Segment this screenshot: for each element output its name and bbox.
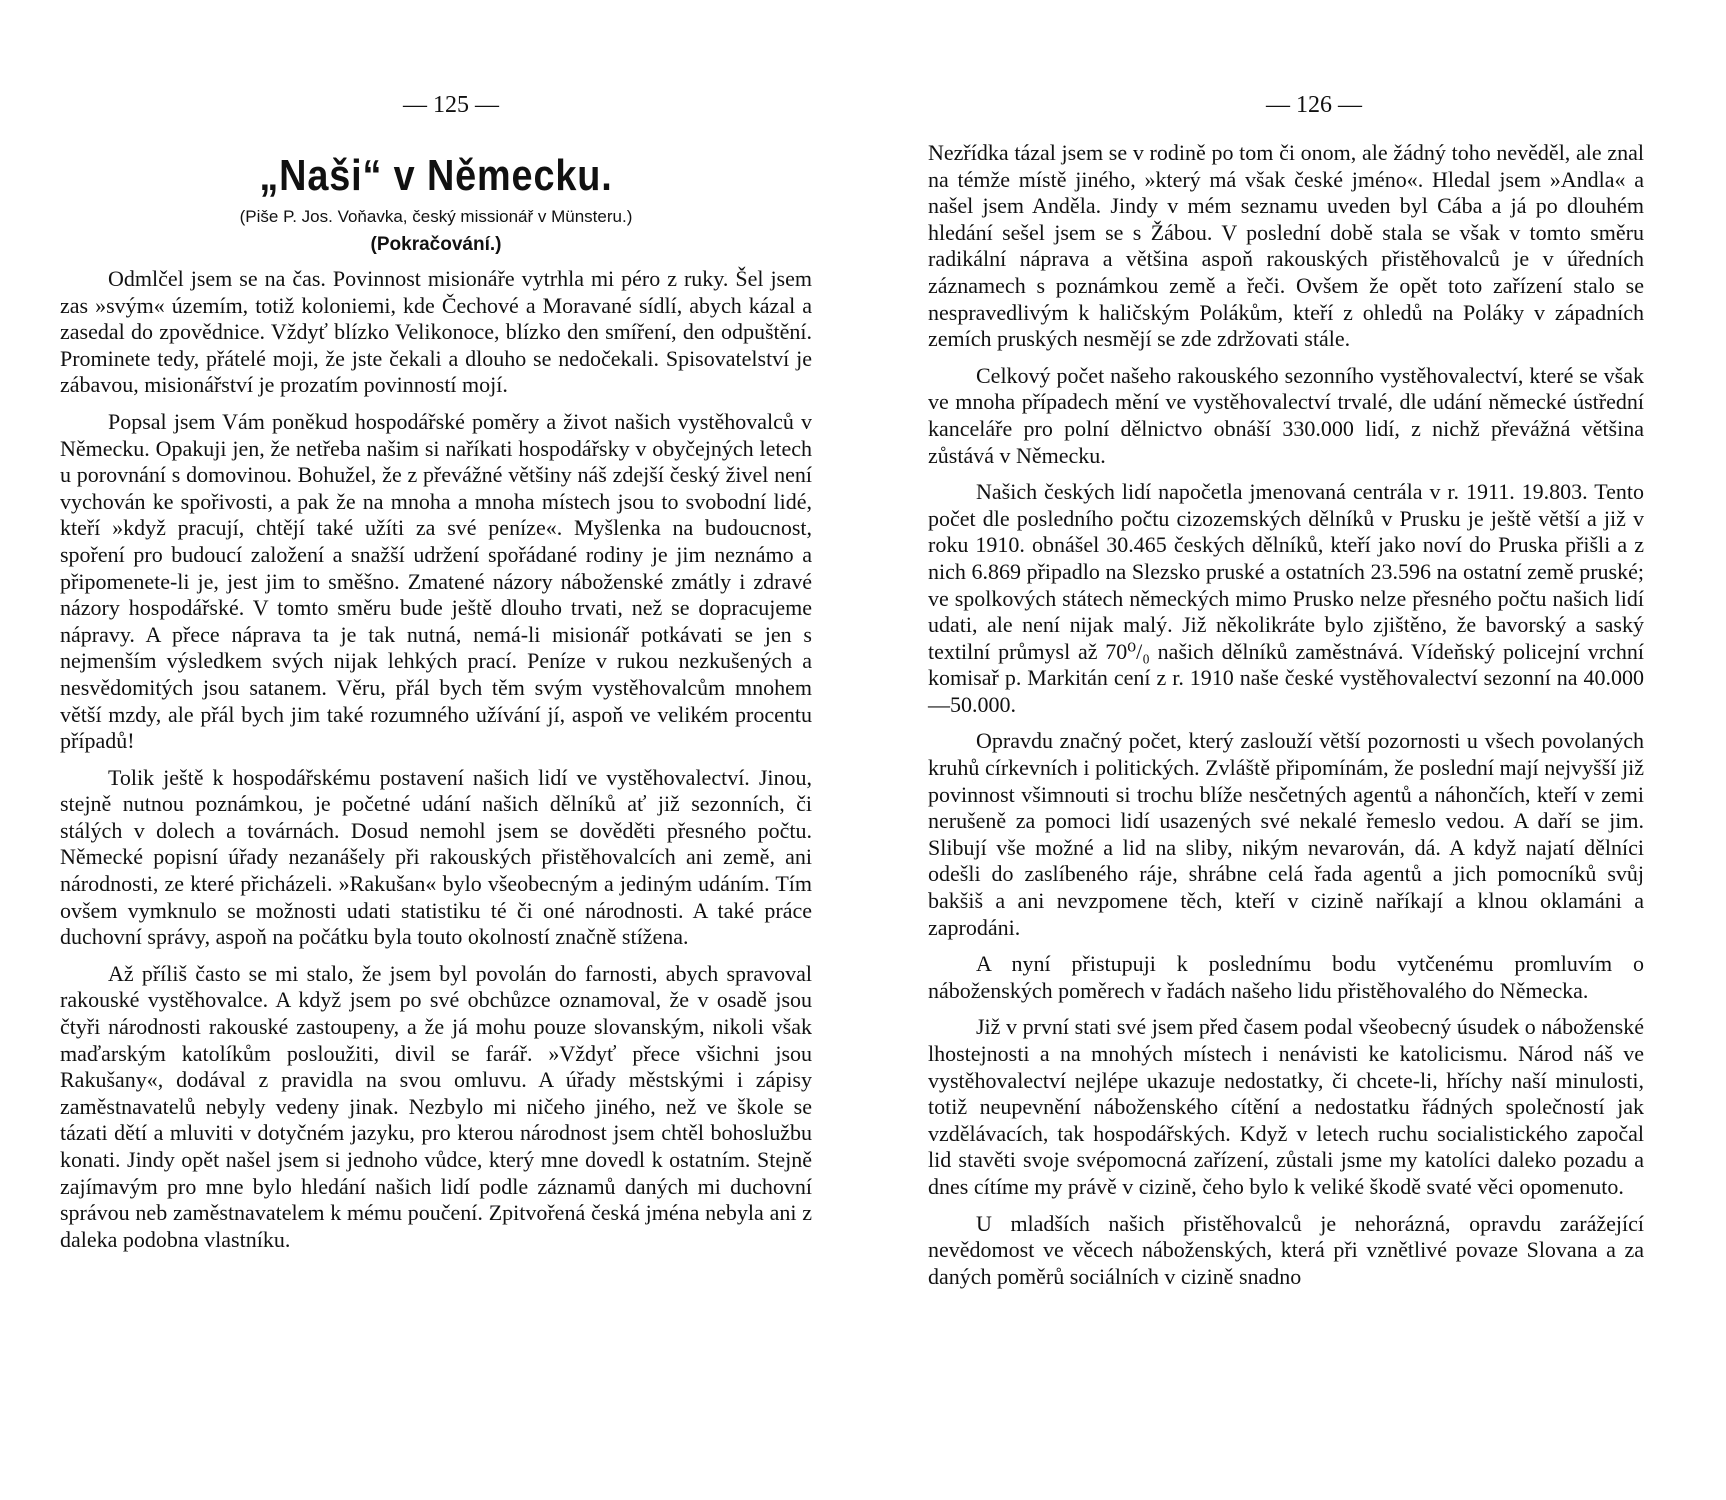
article-byline: (Piše P. Jos. Voňavka, český missionář v Münsteru.) [239, 207, 633, 226]
paragraph: Celkový počet našeho rakouského sezonního vystěhovalectví, které se však ve mnoha případech mění ve vystěhovalectví trvalé, dle udání německé ústřední kanceláře pro polní dělnictvo obnáší 330.000 lidí, z nichž převážná většina zůstává v Německu. [928, 362, 1644, 468]
paragraph: U mladších našich přistěhovalců je nehorázná, opravdu zarážející nevědomost ve věcech náboženských, která při vznětlivé povaze Slovana a za daných poměrů sociálních v cizině snadno [928, 1210, 1644, 1289]
paragraph: Opravdu značný počet, který zaslouží větší pozornosti u všech povolaných kruhů církevních i politických. Zvláště připomínám, že poslední mají nejvyšší již povinnost všimnouti si trochu blíže nesčetných agentů a náhončích, kteří v zemi nerušeně za pomoci lidí usazených své nekalé řemeslo vedou. A daří se jim. Slibují vše možné a lid na sliby, nikým nevarován, dá. A když najatí dělníci odešli do zaslíbeného ráje, shrábne celá řada agentů a jich pomocníků svůj bakšiš a ani nevzpomene těch, kteří v cizině naříkají a klnou oklamáni a zaprodáni. [928, 728, 1644, 940]
paragraph: Již v první stati své jsem před časem podal všeobecný úsudek o náboženské lhostejnosti a na mnohých místech i nenávisti ke katolicismu. Národ náš ve vystěhovalectví nejlépe ukazuje nedostatky, či chcete-li, hříchy naší minulosti, totiž neupevnění náboženského cítění a nedostatku řádných společností jak vzdělávacích, tak hospodářských. Když v letech ruchu socialistického započal lid stavěti svoje svépomocná zařízení, zůstali jsme my katolíci daleko pozadu a dnes cítíme my právě v cizině, čeho bylo k veliké škodě svaté věci opomenuto. [928, 1014, 1644, 1199]
paragraph: A nyní přistupuji k poslednímu bodu vytčenému promluvím o náboženských poměrech v řadách našeho lidu přistěhovalého do Německa. [928, 951, 1644, 1003]
paragraph: Odmlčel jsem se na čas. Povinnost misionáře vytrhla mi péro z ruky. Šel jsem zas »svým« územím, totiž koloniemi, kde Čechové a Moravané sídlí, abych kázal a zasedal do zpovědnice. Vždyť blízko Velikonoce, blízko den smíření, den odpuštění. Prominete tedy, přátelé moji, že jste čekali a dlouho se nedočekali. Spisovatelství je zábavou, misionářství je prozatím povinností mojí. [60, 266, 812, 398]
right-page [928, 0, 1644, 1300]
continuation-note: (Pokračování.) [370, 234, 502, 255]
left-page [60, 0, 812, 1263]
left-page-body [60, 266, 812, 1253]
paragraph: Nezřídka tázal jsem se v rodině po tom či onom, ale žádný toho nevěděl, ale znal na témže místě jiného, »který má však české jméno«. Hledal jsem »Andla« a našel jsem Anděla. Jindy v mém seznamu uveden byl Cába a já po dlouhém hledání sešel jsem se s Žábou. V poslední době stala se však v tomto směru radikální náprava a většina aspoň rakouských přistěhovalců je v úředních záznamech s poznámkou země a řeči. Ovšem že opět toto zařízení stalo se nespravedlivým k haličským Polákům, kteří z ohledů na Poláky v západních zemích pruských nesmějí se zde zdržovati stále. [928, 140, 1644, 352]
article-title: „Naši“ v Německu. [259, 151, 613, 200]
paragraph: Tolik ještě k hospodářskému postavení našich lidí ve vystěhovalectví. Jinou, stejně nutnou poznámkou, je početné udání našich dělníků ať již sezonních, či stálých v dolech a továrnách. Dosud nemohl jsem se dověděti přesného počtu. Německé popisní úřady nezanášely při rakouských přistěhovalcích ani země, ani národnosti, ze které přicházeli. »Rakušan« bylo všeobecným a jediným udáním. Tím ovšem vymknulo se možnosti udati statistiku té či oné národnosti. A také práce duchovní správy, aspoň na počátku byla touto okolností značně stížena. [60, 764, 812, 950]
paragraph: Našich českých lidí napočetla jmenovaná centrála v r. 1911. 19.803. Tento počet dle posledního počtu cizozemských dělníků v Prusku je ještě větší a již v roku 1910. obnášel 30.465 českých dělníků, kteří jako noví do Pruska přišli a z nich 6.869 připadlo na Slezsko pruské a ostatních 23.596 na ostatní země pruské; ve spolkových státech německých mimo Prusko nelze přesného počtu našich lidí udati, ale není nijak malý. Již několikráte bylo zjištěno, že bavorský a saský textilní průmysl až 70⁰/₀ našich dělníků zaměstnává. Vídeňský policejní vrchní komisař p. Markitán cení z r. 1910 naše české vystěhovalectví sezonní na 40.000—50.000. [928, 479, 1644, 717]
paragraph: Až příliš často se mi stalo, že jsem byl povolán do farnosti, abych spravoval rakouské vystěhovalce. A když jsem po své obchůzce oznamoval, že v osadě jsou čtyři národnosti rakouské zastoupeny, a že já mohu pouze slovanským, nikoli však maďarským katolíkům posloužiti, divil se farář. »Vždyť přece všichni jsou Rakušany«, dodával z pravidla na svou omluvu. A úřady městskými i zápisy zaměstnavatelů nebyly vedeny jinak. Nezbylo mi ničeho jiného, než ve škole se tázati dětí a mluviti v dotyčném jazyku, pro kterou národnost jsem chtěl bohoslužbu konati. Jindy opět našel jsem si jednoho vůdce, který mne dovedl k ostatním. Stejně zajímavým pro mne bylo hledání našich lidí podle záznamů daných mi duchovní správou neb zaměstnavatelem k mému poučení. Zpitvořená česká jména nebyla ani z daleka podobna vlastníku. [60, 960, 812, 1252]
page-number-left: — 125 — [403, 92, 499, 118]
page-number-right: — 126 — [1266, 92, 1362, 118]
paragraph: Popsal jsem Vám poněkud hospodářské poměry a život našich vystěhovalců v Německu. Opakuji jen, že netřeba našim si naříkati hospodářsky v obyčejných letech u porovnání s domovinou. Bohužel, že z převážné většiny náš zdejší český živel není vychován ke spořivosti, a pak že na mnoha a mnoha místech jsou to svobodní lidé, kteří »když pracují, chtějí také užíti za své peníze«. Myšlenka na budoucnost, spoření pro budoucí založení a snažší udržení spořádané rodiny je jim neznámo a připomenete-li je, jest jim to směšno. Zmatené názory náboženské zmátly i zdravé názory hospodářské. V tomto směru bude ještě dlouho trvati, než se dopracujeme nápravy. A přece náprava ta je tak nutná, nemá-li misionář potkávati se jen s nejmenším výsledkem svých nijak lehkých prací. Peníze v rukou nezkušených a nesvědomitých jsou satanem. Věru, přál bych těm svým vystěhovalcům mnohem větší mzdy, ale přál bych jim také rozumného užívání jí, aspoň ve velikém procentu případů! [60, 408, 812, 754]
right-page-body [928, 140, 1644, 1290]
